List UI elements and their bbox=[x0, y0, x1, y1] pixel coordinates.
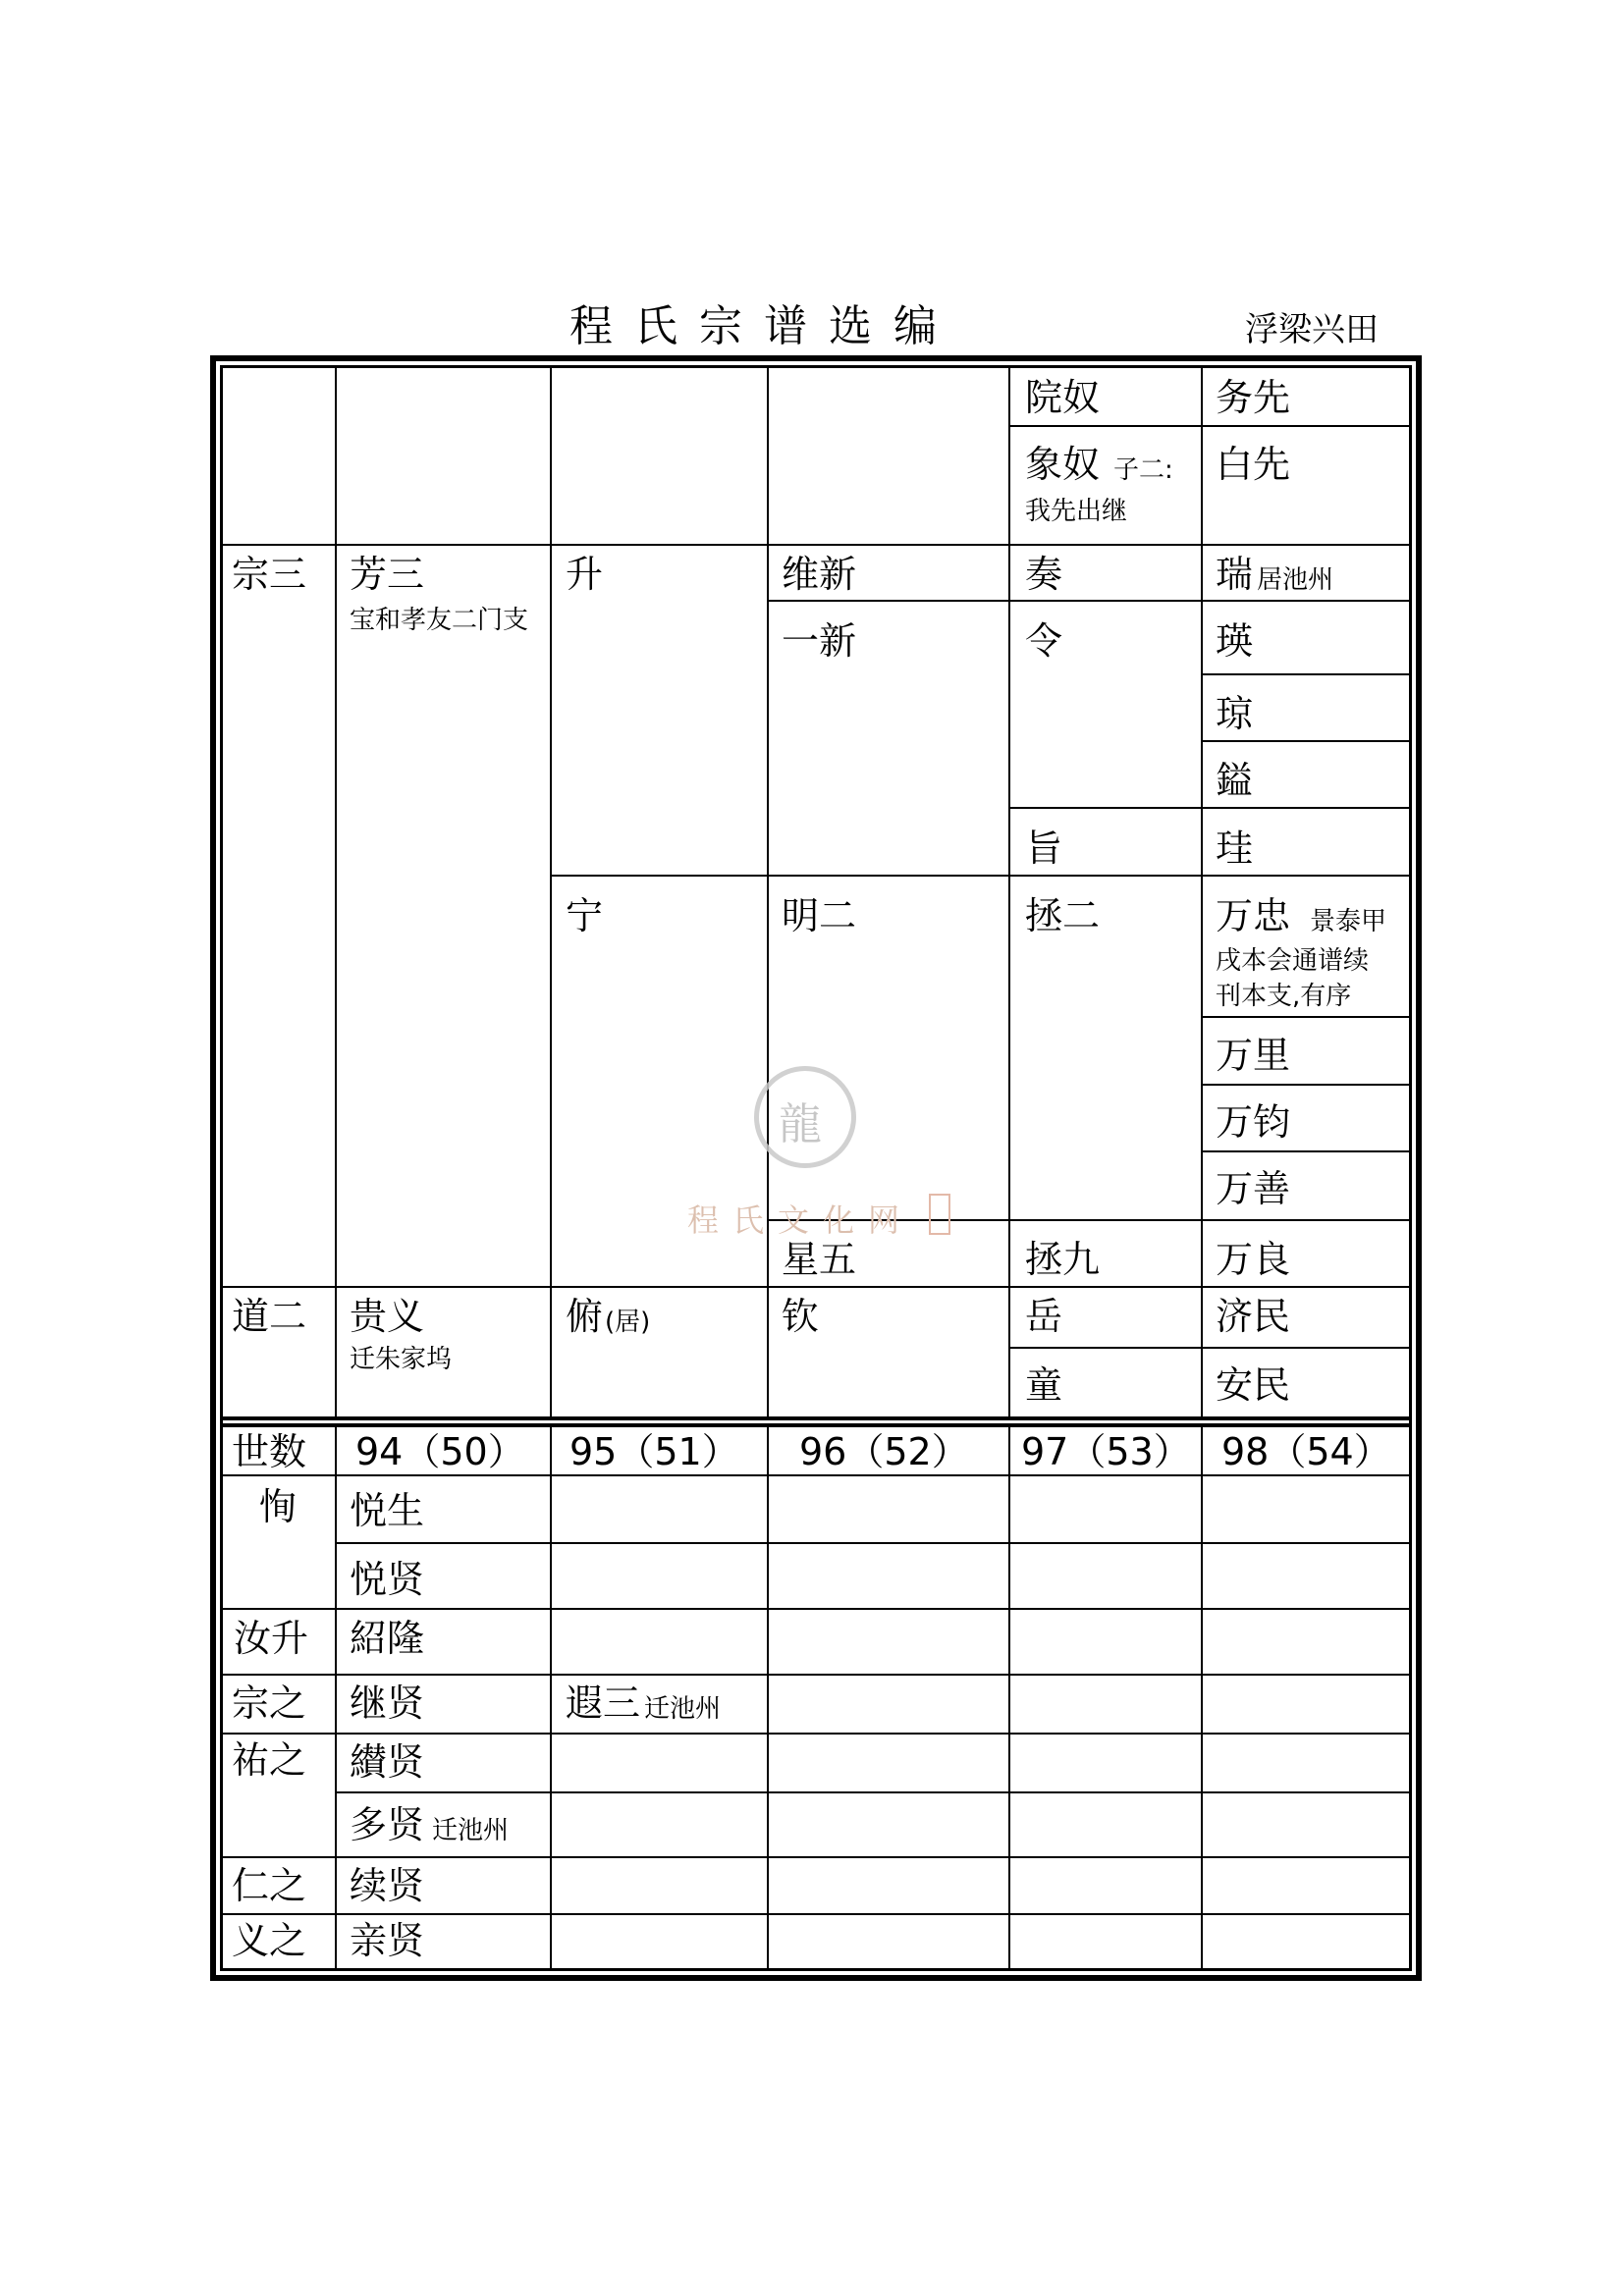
name-cell: 紹隆 bbox=[350, 1617, 425, 1660]
row-line bbox=[550, 875, 1412, 877]
col-line-1 bbox=[335, 367, 337, 1418]
name-note: 戌本会通谱续 bbox=[1216, 946, 1370, 976]
branch-subtitle: 浮梁兴田 bbox=[1245, 310, 1379, 349]
name-cell: 岳 bbox=[1025, 1295, 1063, 1338]
watermark-stamp bbox=[929, 1194, 950, 1235]
col-line-3-lower bbox=[767, 1423, 769, 1969]
name-cell: 宁 bbox=[566, 894, 604, 937]
name-note: 子二: bbox=[1113, 455, 1173, 485]
name-note: (居) bbox=[605, 1308, 651, 1337]
name-cell: 务先 bbox=[1216, 376, 1291, 419]
name-note: 景泰甲 bbox=[1310, 907, 1387, 936]
watermark-text: 程氏文化网 bbox=[687, 1201, 914, 1239]
name-cell: 万钧 bbox=[1216, 1100, 1291, 1144]
col-line-1-lower bbox=[335, 1423, 337, 1969]
name-cell: 万良 bbox=[1216, 1238, 1291, 1281]
section-divider bbox=[220, 1416, 1412, 1420]
name-cell: 多贤 bbox=[350, 1803, 425, 1846]
name-cell: 万忠 bbox=[1216, 894, 1291, 937]
name-cell: 恂 bbox=[259, 1485, 298, 1528]
row-line bbox=[220, 1474, 1412, 1476]
name-cell: 钦 bbox=[782, 1295, 820, 1338]
col-line-4 bbox=[1008, 367, 1010, 1418]
name-cell: 白先 bbox=[1216, 443, 1291, 486]
col-line-2-lower bbox=[550, 1423, 552, 1969]
name-cell: 义之 bbox=[232, 1919, 307, 1962]
name-cell: 悦生 bbox=[350, 1489, 425, 1532]
name-cell: 仁之 bbox=[232, 1864, 307, 1907]
row-line bbox=[1008, 425, 1412, 427]
name-cell: 升 bbox=[566, 553, 604, 596]
name-cell: 万善 bbox=[1216, 1167, 1291, 1210]
name-cell: 安民 bbox=[1216, 1363, 1291, 1407]
name-cell: 拯二 bbox=[1025, 894, 1101, 937]
name-cell: 济民 bbox=[1216, 1295, 1291, 1338]
name-note: 我先出继 bbox=[1025, 497, 1128, 526]
row-line bbox=[1008, 1347, 1412, 1349]
name-note: 迁朱家坞 bbox=[350, 1345, 453, 1374]
row-line bbox=[220, 1286, 1412, 1288]
row-line bbox=[335, 1791, 1412, 1793]
name-cell: 宗三 bbox=[232, 553, 307, 596]
name-note: 宝和孝友二门支 bbox=[350, 606, 529, 635]
generation-header: 98（54） bbox=[1221, 1430, 1391, 1473]
name-cell: 童 bbox=[1025, 1363, 1063, 1407]
name-cell: 院奴 bbox=[1025, 376, 1101, 419]
name-cell: 琼 bbox=[1216, 692, 1254, 735]
name-cell: 万里 bbox=[1216, 1034, 1291, 1077]
name-cell: 瑞 bbox=[1216, 553, 1254, 596]
seal-glyph: 龍 bbox=[779, 1099, 822, 1149]
name-cell: 亲贤 bbox=[350, 1919, 425, 1962]
row-line bbox=[220, 1733, 1412, 1735]
generation-header: 97（53） bbox=[1021, 1430, 1191, 1473]
name-note: 迁池州 bbox=[644, 1694, 722, 1724]
col-line-5 bbox=[1201, 367, 1203, 1418]
row-line bbox=[220, 1856, 1412, 1858]
name-cell: 汝升 bbox=[234, 1617, 309, 1660]
generation-header: 96（52） bbox=[799, 1430, 969, 1473]
name-cell: 贵义 bbox=[350, 1295, 425, 1338]
row-line bbox=[220, 544, 1412, 546]
name-note: 居池州 bbox=[1257, 565, 1334, 595]
name-cell: 纉贤 bbox=[350, 1740, 425, 1784]
name-cell: 维新 bbox=[782, 553, 857, 596]
generation-header: 95（51） bbox=[569, 1430, 739, 1473]
name-cell: 俯 bbox=[566, 1295, 604, 1338]
generation-header: 世数 bbox=[232, 1430, 307, 1473]
row-line bbox=[220, 1674, 1412, 1676]
name-cell: 宗之 bbox=[232, 1682, 307, 1725]
generation-header: 94（50） bbox=[355, 1430, 525, 1473]
name-cell: 祐之 bbox=[232, 1738, 307, 1782]
name-cell: 悦贤 bbox=[350, 1558, 425, 1601]
row-line bbox=[1008, 807, 1412, 809]
row-line bbox=[1201, 1016, 1412, 1018]
name-cell: 继贤 bbox=[350, 1682, 425, 1725]
name-cell: 旨 bbox=[1025, 827, 1063, 870]
name-cell: 鎰 bbox=[1216, 759, 1254, 802]
name-cell: 续贤 bbox=[350, 1864, 425, 1907]
name-cell: 拯九 bbox=[1025, 1238, 1101, 1281]
name-cell: 遐三 bbox=[566, 1682, 641, 1725]
row-line bbox=[220, 1913, 1412, 1915]
name-cell: 明二 bbox=[782, 894, 857, 937]
name-note: 刊本支,有序 bbox=[1216, 982, 1352, 1011]
col-line-5-lower bbox=[1201, 1423, 1203, 1969]
row-line bbox=[335, 1542, 1412, 1544]
name-cell: 令 bbox=[1025, 619, 1063, 663]
row-line bbox=[1201, 740, 1412, 742]
name-note: 迁池州 bbox=[432, 1816, 510, 1845]
row-line bbox=[220, 1608, 1412, 1610]
col-line-3 bbox=[767, 367, 769, 1418]
name-cell: 奏 bbox=[1025, 553, 1063, 596]
watermark-seal bbox=[754, 1066, 856, 1168]
name-cell: 星五 bbox=[782, 1238, 857, 1281]
name-cell: 芳三 bbox=[350, 553, 425, 596]
col-line-2 bbox=[550, 367, 552, 1418]
row-line bbox=[1201, 1150, 1412, 1152]
name-cell: 象奴 bbox=[1025, 443, 1101, 486]
name-cell: 一新 bbox=[782, 619, 857, 663]
name-cell: 瑛 bbox=[1216, 619, 1254, 663]
row-line bbox=[1201, 1084, 1412, 1086]
section-divider bbox=[220, 1423, 1412, 1427]
col-line-4-lower bbox=[1008, 1423, 1010, 1969]
name-cell: 道二 bbox=[232, 1295, 307, 1338]
row-line bbox=[1201, 673, 1412, 675]
name-cell: 珪 bbox=[1216, 827, 1254, 870]
page-title: 程氏宗谱选编 bbox=[569, 301, 958, 351]
row-line bbox=[767, 600, 1412, 602]
